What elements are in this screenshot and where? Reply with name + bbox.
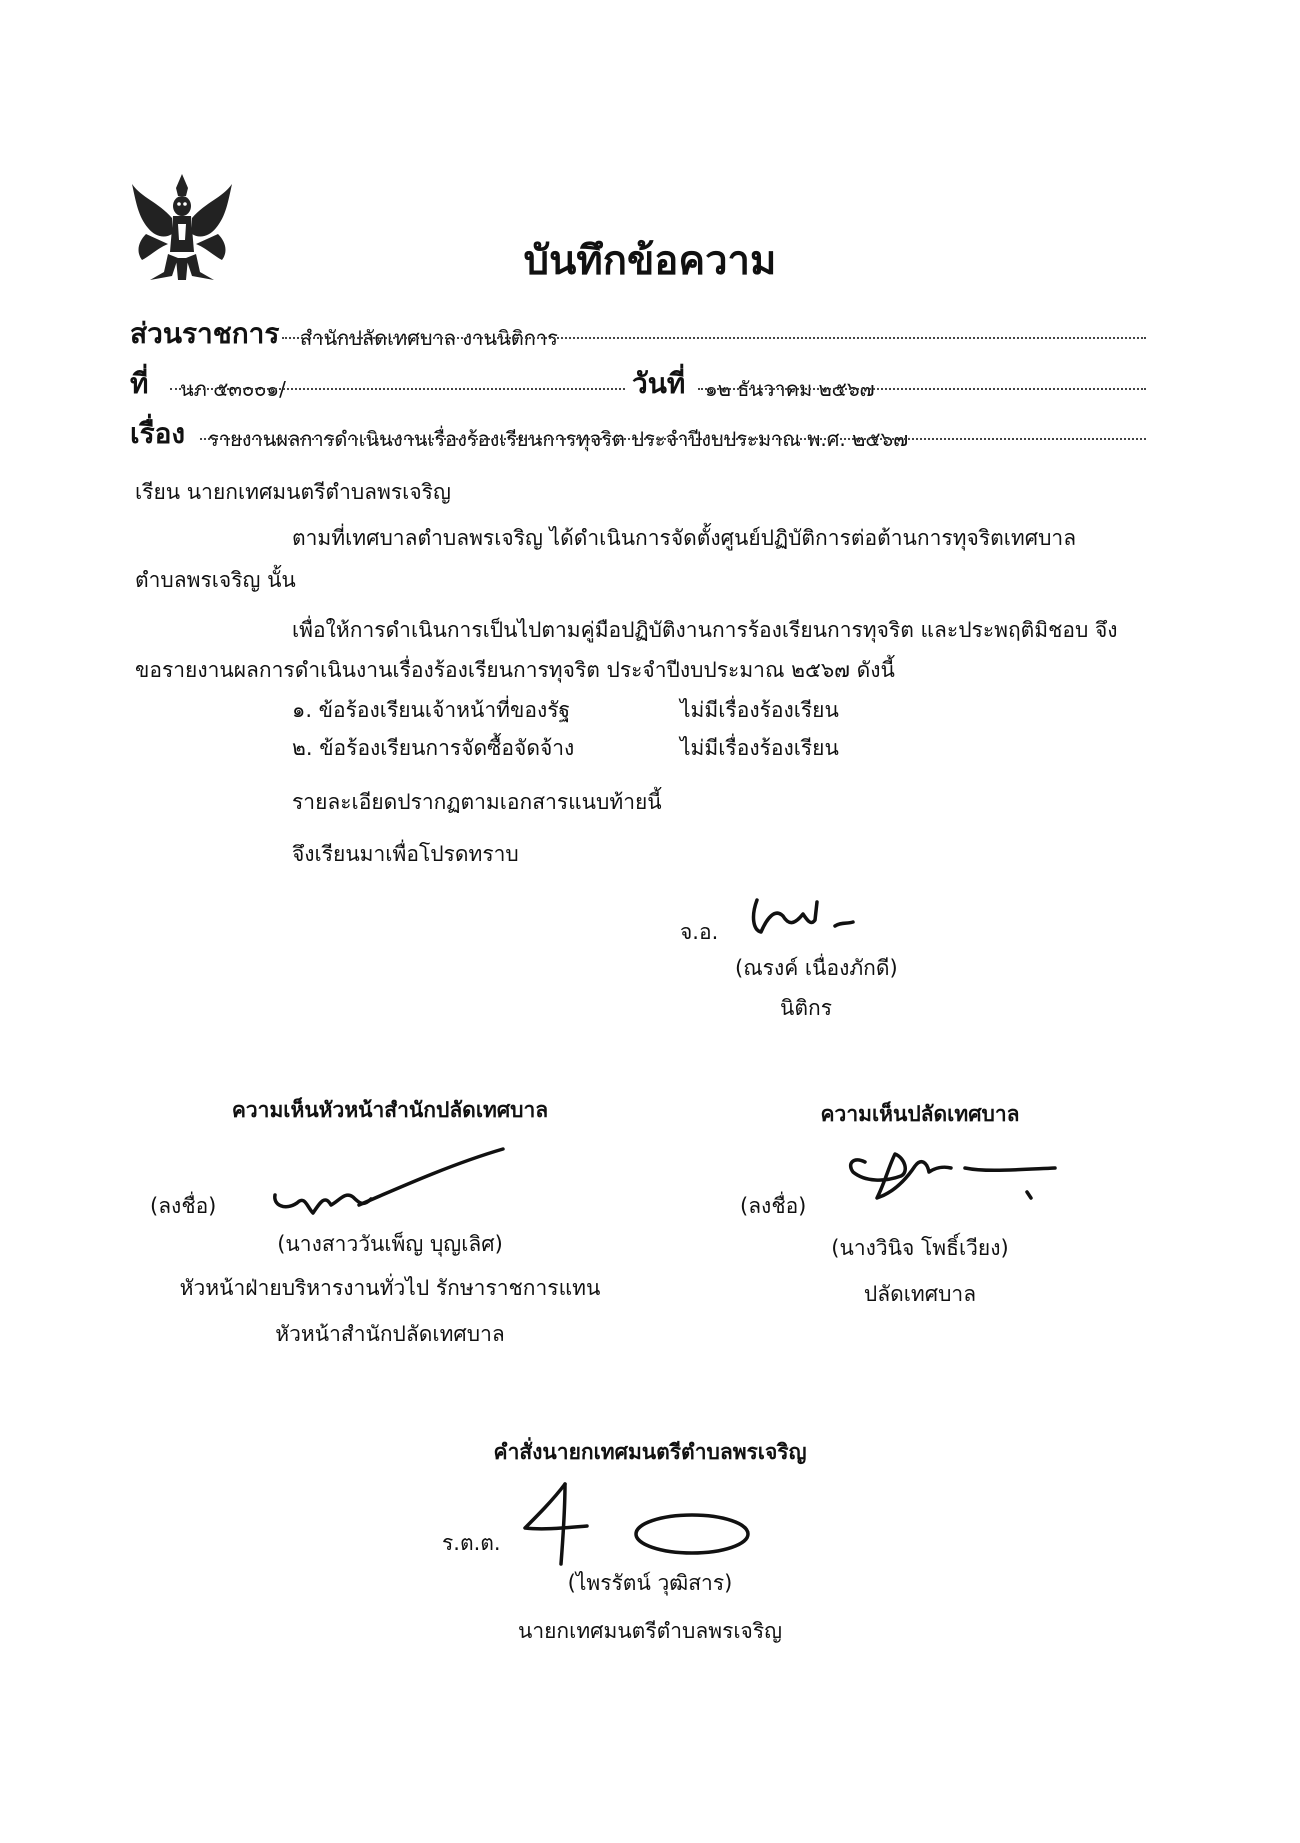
deputy-clerk-sign-label: (ลงชื่อ) bbox=[740, 1194, 807, 1218]
agency-label: ส่วนราชการ bbox=[130, 317, 280, 350]
date-value: ๑๒ ธันวาคม ๒๕๖๗ bbox=[705, 377, 875, 401]
head-office-sign-label: (ลงชื่อ) bbox=[150, 1194, 217, 1218]
item-2-status: ไม่มีเรื่องร้องเรียน bbox=[680, 736, 839, 760]
document-title: บันทึกข้อความ bbox=[523, 238, 777, 284]
subject-value: รายงานผลการดำเนินงานเรื่องร้องเรียนการทุจริต ประจำปีงบประมาณ พ.ศ. ๒๕๖๗ bbox=[208, 427, 909, 451]
head-office-position-2: หัวหน้าสำนักปลัดเทศบาล bbox=[275, 1322, 505, 1346]
officer-name: (ณรงค์ เนื่องภักดี) bbox=[735, 956, 898, 980]
details-line: รายละเอียดปรากฏตามเอกสารแนบท้ายนี้ bbox=[292, 790, 662, 814]
closing-line: จึงเรียนมาเพื่อโปรดทราบ bbox=[292, 842, 519, 866]
ref-label: ที่ bbox=[130, 367, 149, 400]
subject-label: เรื่อง bbox=[130, 417, 186, 450]
date-dotted-line bbox=[698, 388, 1146, 390]
item-1-status: ไม่มีเรื่องร้องเรียน bbox=[680, 698, 839, 722]
mayor-signature bbox=[515, 1478, 765, 1568]
head-office-position-1: หัวหน้าฝ่ายบริหารงานทั่วไป รักษาราชการแทน bbox=[179, 1276, 601, 1300]
deputy-clerk-heading: ความเห็นปลัดเทศบาล bbox=[820, 1102, 1020, 1126]
mayor-heading: คำสั่งนายกเทศมนตรีตำบลพรเจริญ bbox=[493, 1440, 807, 1464]
mayor-name: (ไพรรัตน์ วุฒิสาร) bbox=[567, 1571, 733, 1595]
head-office-name: (นางสาววันเพ็ญ บุญเลิศ) bbox=[277, 1232, 503, 1256]
agency-value: สำนักปลัดเทศบาล งานนิติการ bbox=[300, 326, 558, 350]
subject-dotted-line bbox=[200, 438, 1146, 440]
ref-dotted-line bbox=[170, 388, 625, 390]
head-office-signature bbox=[265, 1145, 515, 1225]
officer-position: นิติกร bbox=[780, 996, 832, 1020]
mayor-position: นายกเทศมนตรีตำบลพรเจริญ bbox=[517, 1619, 783, 1643]
paragraph1-line2: ตำบลพรเจริญ นั้น bbox=[135, 568, 296, 592]
paragraph2-line2: ขอรายงานผลการดำเนินงานเรื่องร้องเรียนการทุจริต ประจำปีงบประมาณ ๒๕๖๗ ดังนี้ bbox=[135, 658, 895, 682]
date-label: วันที่ bbox=[632, 367, 686, 400]
item-2-label: ๒. ข้อร้องเรียนการจัดซื้อจัดจ้าง bbox=[292, 736, 575, 760]
salutation: เรียน นายกเทศมนตรีตำบลพรเจริญ bbox=[135, 480, 451, 504]
paragraph2-line1: เพื่อให้การดำเนินการเป็นไปตามคู่มือปฏิบัติงานการร้องเรียนการทุจริต และประพฤติมิชอบ จึง bbox=[292, 618, 1118, 642]
officer-signature bbox=[745, 890, 915, 950]
head-office-heading: ความเห็นหัวหน้าสำนักปลัดเทศบาล bbox=[231, 1098, 549, 1122]
agency-dotted-line bbox=[282, 337, 1146, 339]
officer-prefix: จ.อ. bbox=[680, 920, 719, 944]
deputy-clerk-position: ปลัดเทศบาล bbox=[863, 1282, 977, 1306]
mayor-prefix: ร.ต.ต. bbox=[442, 1531, 501, 1555]
deputy-clerk-signature bbox=[845, 1148, 1065, 1218]
item-1-label: ๑. ข้อร้องเรียนเจ้าหน้าที่ของรัฐ bbox=[292, 698, 571, 722]
paragraph1-line1: ตามที่เทศบาลตำบลพรเจริญ ได้ดำเนินการจัดตั้งศูนย์ปฏิบัติการต่อต้านการทุจริตเทศบาล bbox=[292, 526, 1077, 550]
ref-value: นภ ๕๓๐๐๑/ bbox=[180, 377, 286, 401]
deputy-clerk-name: (นางวินิจ โพธิ์เวียง) bbox=[831, 1236, 1009, 1260]
